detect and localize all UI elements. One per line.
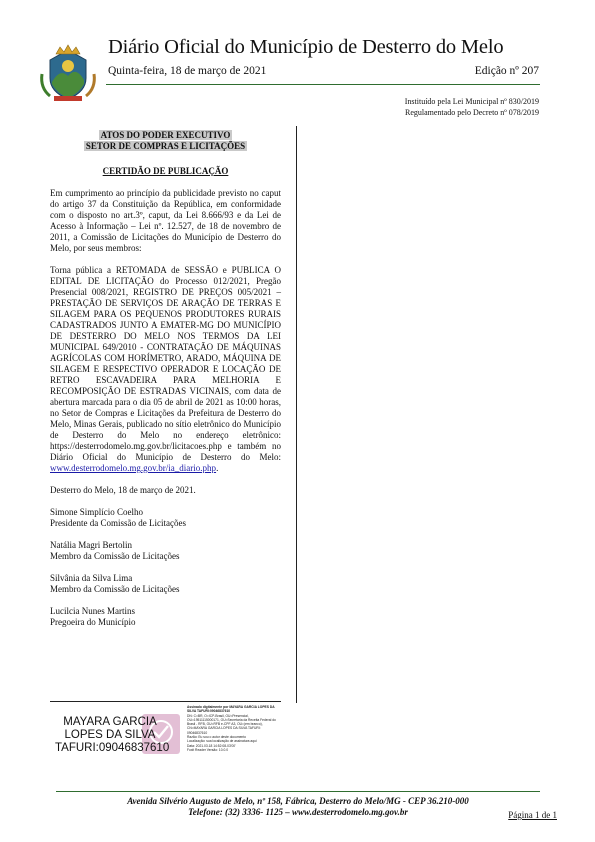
signatory-block xyxy=(50,573,281,595)
intro-paragraph: Em cumprimento ao princípio da publicidade previsto no caput do artigo 37 da Constituição da República, em conformidade com o disposto no art.3º, caput, da Lei 8.666/93 e da Lei de Acesso à Informação – Lei nº. 12.527, de 18 de novembro de 2011, a Comissão de Licitações do Município de Desterro do Melo, por seus membros: xyxy=(50,188,281,253)
signature-detail-line: OU=19511115000171, OU=Secretaria da Receita Federal do xyxy=(187,717,276,722)
section-heading-line-1: ATOS DO PODER EXECUTIVO xyxy=(100,130,231,140)
municipal-coat-of-arms-icon xyxy=(38,44,98,102)
signature-name-line: TAFURI:09046837610 xyxy=(55,742,170,754)
digital-signature-name xyxy=(55,716,170,755)
signature-detail-line: 09046837610 xyxy=(187,730,208,735)
signature-divider xyxy=(50,701,281,702)
signature-detail-line: Localização: sua localização de assinatura aqui xyxy=(187,739,257,744)
regulation-decree: Regulamentado pelo Decreto nº 078/2019 xyxy=(405,108,539,117)
header-divider xyxy=(106,84,540,85)
signature-detail-line: Data: 2021.03.18 14:52:08-03'00' xyxy=(187,743,236,748)
digital-signature-details xyxy=(187,705,302,752)
footer-address: Avenida Silvério Augusto de Melo, nº 158, Fábrica, Desterro do Melo/MG - CEP 36.210-000 xyxy=(127,796,469,806)
diario-link[interactable]: www.desterrodomelo.mg.gov.br/ia_diario.php xyxy=(50,463,217,473)
article-column xyxy=(50,130,281,628)
certificate-title: CERTIDÃO DE PUBLICAÇÃO xyxy=(102,166,229,176)
signatory-role: Membro da Comissão de Licitações xyxy=(50,551,180,561)
section-heading-line-2: SETOR DE COMPRAS E LICITAÇÕES xyxy=(85,141,246,151)
signature-detail-line: Brasil - RFB, OU=RFB e-CPF A3, OU=(em branco), xyxy=(187,722,263,727)
signatory-block xyxy=(50,507,281,529)
signature-name-line: LOPES DA SILVA xyxy=(64,729,156,741)
signatory-role: Membro da Comissão de Licitações xyxy=(50,584,180,594)
signatory-block xyxy=(50,540,281,562)
footer-divider xyxy=(56,791,540,792)
signatory-name: Simone Simplício Coelho xyxy=(50,507,144,517)
notice-text: Torna pública a RETOMADA de SESSÃO e PUBLICA O EDITAL DE LICITAÇÃO do Processo 012/2021, Pregão Presencial 008/2021, REGISTRO DE PREÇOS 005/2021 – PRESTAÇÃO DE SERVIÇOS DE ARAÇÃO DE TERRAS E SILAGEM PARA OS PEQUENOS PRODUTORES RURAIS CADASTRADOS JUNTO A EMATER-MG DO MUNICÍPIO DE DESTERRO DO MELO NOS TERMOS DA LEI MUNICIPAL 649/2010 - CONTRATAÇÃO DE MÁQUINAS AGRÍCOLAS COM HORÍMETRO, ARADO, MÁQUINA DE SILAGEM E RESPECTIVO OPERADOR E LOCAÇÃO DE RETRO ESCAVADEIRA PARA MELHORIA E RECOMPOSIÇÃO DE ESTRADAS VICINAIS, com data de abertura marcada para o dia 05 de abril de 2021 as 10:00 horas, no Setor de Compras e Licitações da Prefeitura de Desterro do Melo, Minas Gerais, publicado no sítio eletrônico do Município de Desterro do Melo no endereço eletrônico: https://desterrodomelo.mg.gov.br/licitacoes.php e também no Diário Oficial do Município de Desterro do Melo: xyxy=(50,265,281,462)
page-number: Página 1 de 1 xyxy=(508,810,557,820)
signature-detail-line: DN: C=BR, O=ICP-Brasil, OU=Presencial, xyxy=(187,713,249,718)
signature-detail-line: SILVA TAFURI:09046837610 xyxy=(187,709,231,714)
notice-end: . xyxy=(216,463,219,473)
signatory-block xyxy=(50,606,281,628)
publication-title: Diário Oficial do Município de Desterro do Melo xyxy=(108,36,504,58)
footer-contact: Telefone: (32) 3336- 1125 – www.desterrodomelo.mg.gov.br xyxy=(188,807,408,817)
signatory-name: Lucilcia Nunes Martins xyxy=(50,606,135,616)
signatory-role: Presidente da Comissão de Licitações xyxy=(50,518,186,528)
notice-paragraph xyxy=(50,265,281,474)
signature-name-line: MAYARA GARCIA xyxy=(63,716,157,728)
signature-detail-line: Razão: Eu sou o autor deste documento xyxy=(187,735,247,740)
place-date: Desterro do Melo, 18 de março de 2021. xyxy=(50,485,196,495)
institution-law: Instituído pela Lei Municipal nº 830/2019 xyxy=(404,97,539,106)
signatory-role: Pregoeira do Município xyxy=(50,617,136,627)
column-divider xyxy=(296,126,297,703)
signature-detail-line: Foxit Reader Versão: 10.0.0 xyxy=(187,747,229,752)
signature-detail-line: Assinado digitalmente por MAYARA GARCIA LOPES DA xyxy=(187,705,275,709)
signatory-name: Silvânia da Silva Lima xyxy=(50,573,133,583)
edition-number: Edição nº 207 xyxy=(474,65,539,77)
signature-detail-line: CN=MAYARA GARCIA LOPES DA SILVA TAFURI: xyxy=(187,726,261,731)
signatory-name: Natália Magri Bertolin xyxy=(50,540,132,550)
publication-date: Quinta-feira, 18 de março de 2021 xyxy=(108,65,267,77)
section-heading xyxy=(50,130,281,152)
